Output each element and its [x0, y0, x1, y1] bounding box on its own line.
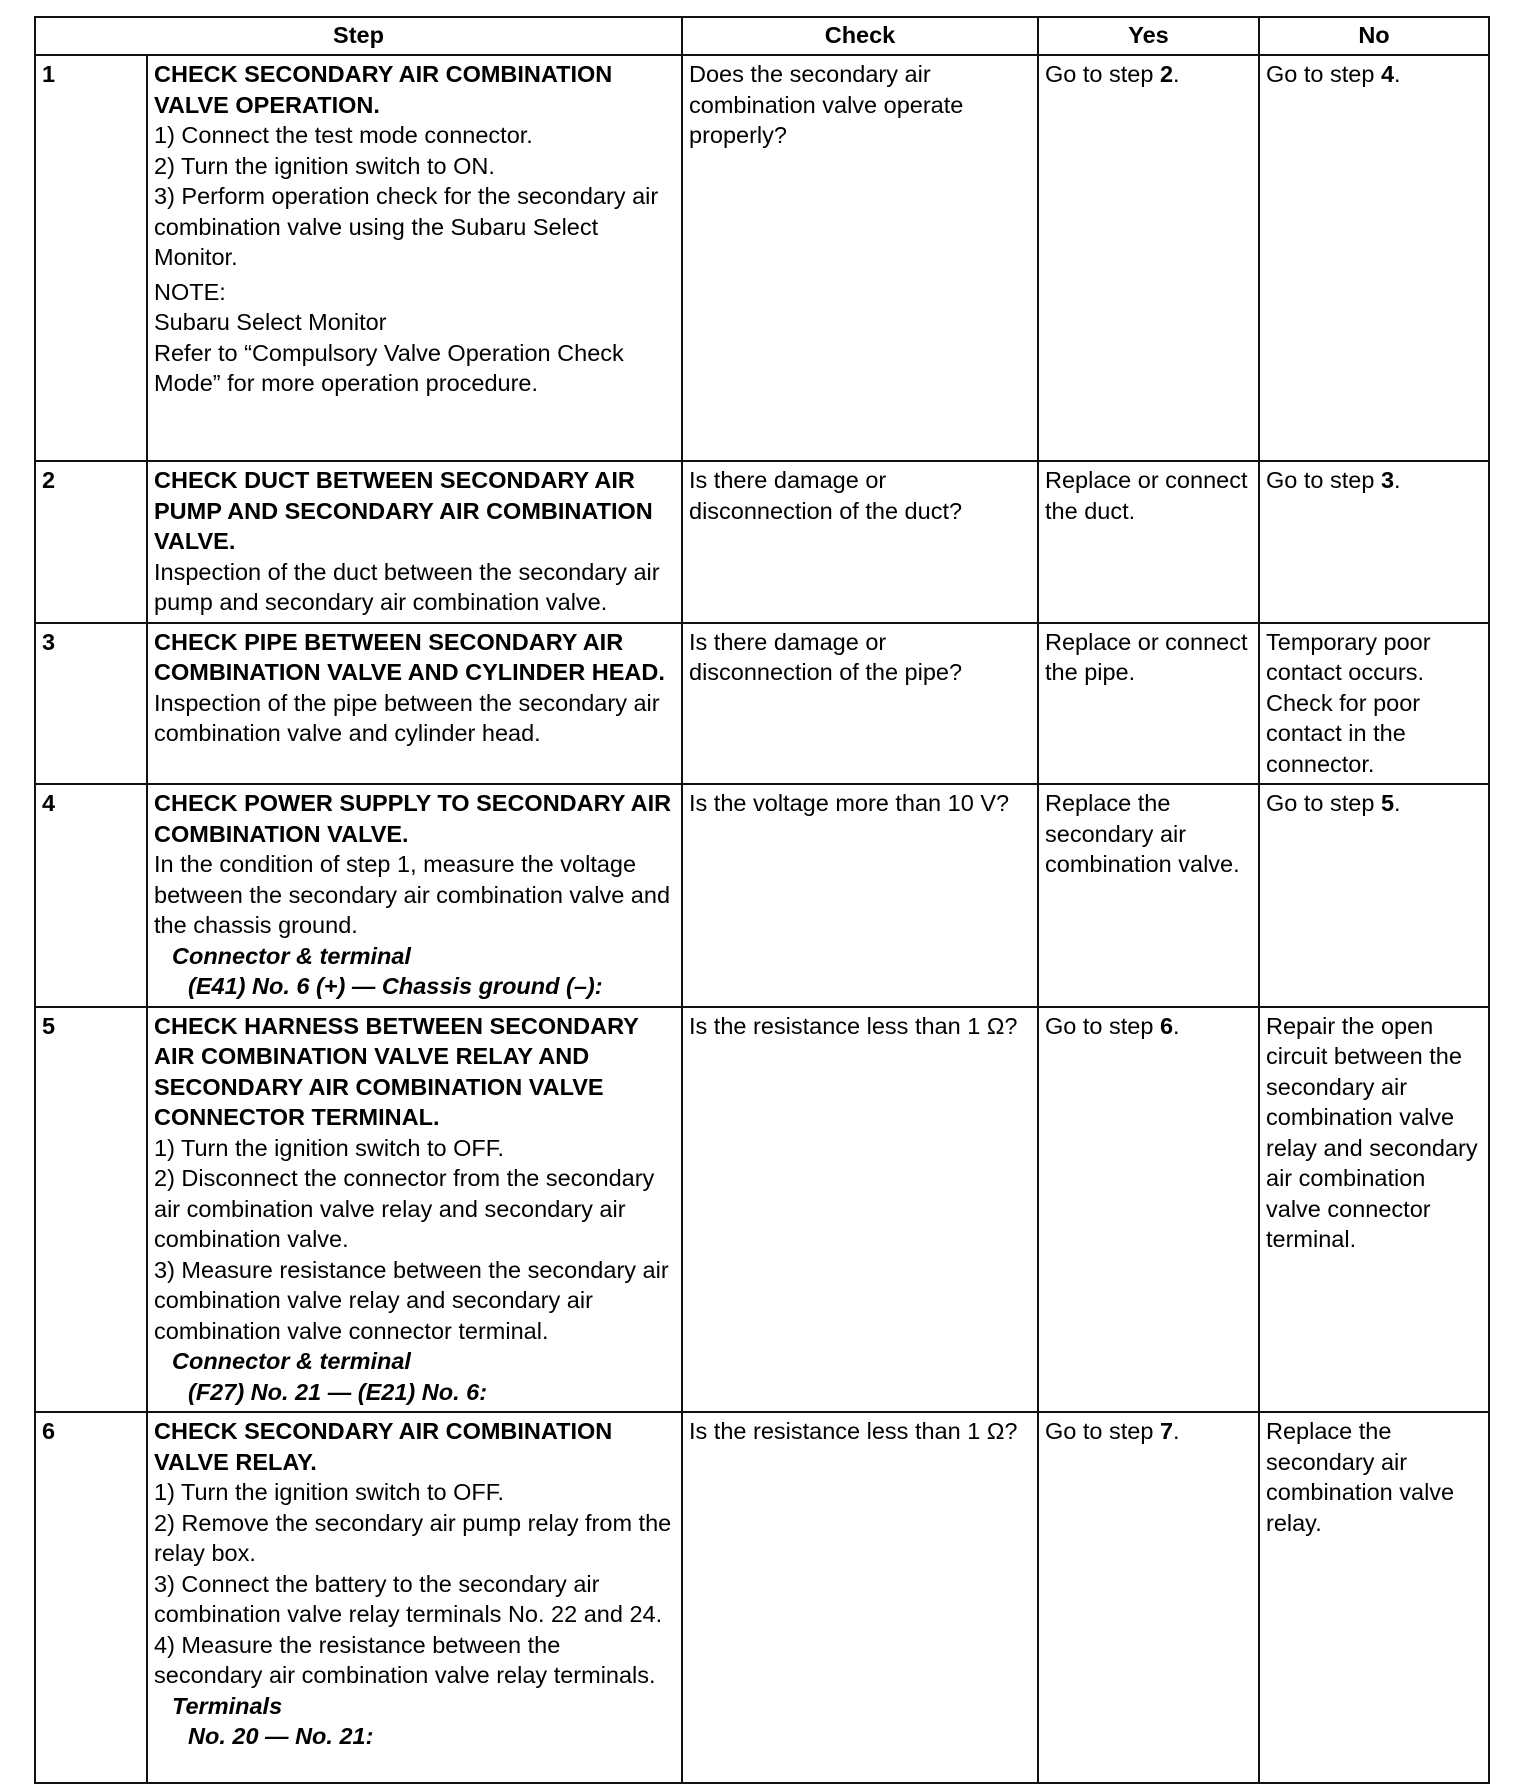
no-cell: Repair the open circuit between the secondary air combination valve relay and secondary air combination valve connector terminal.	[1259, 1007, 1489, 1413]
header-step: Step	[35, 17, 682, 55]
no-cell: Replace the secondary air combination valve relay.	[1259, 1412, 1489, 1783]
no-step-link: 3	[1380, 467, 1395, 493]
yes-prefix: Go to step	[1045, 61, 1160, 87]
step-item: 3) Perform operation check for the secondary air combination valve using the Subaru Select Monitor.	[154, 183, 659, 270]
spec-label: Terminals	[172, 1692, 283, 1719]
table-row-step-2	[35, 461, 1489, 623]
no-prefix: Go to step	[1266, 790, 1381, 816]
yes-cell: Replace or connect the duct.	[1038, 461, 1259, 623]
check-cell: Is the voltage more than 10 V?	[682, 784, 1038, 1007]
check-cell: Does the secondary air combination valve operate properly?	[682, 55, 1038, 461]
no-step-link: 5	[1380, 790, 1395, 816]
step-item: 2) Turn the ignition switch to ON.	[154, 152, 495, 179]
yes-prefix: Go to step	[1045, 1418, 1160, 1444]
step-item: 1) Turn the ignition switch to OFF.	[154, 1134, 505, 1161]
check-cell: Is there damage or disconnection of the pipe?	[682, 623, 1038, 785]
check-cell: Is there damage or disconnection of the duct?	[682, 461, 1038, 623]
step-title: CHECK POWER SUPPLY TO SECONDARY AIR COMBINATION VALVE.	[154, 790, 672, 847]
no-cell	[1259, 784, 1489, 1007]
yes-cell	[1038, 1412, 1259, 1783]
step-cell	[147, 1412, 682, 1783]
step-number: 2	[35, 461, 147, 623]
header-row	[35, 17, 1489, 55]
yes-cell	[1038, 55, 1259, 461]
spec-value: (E41) No. 6 (+) — Chassis ground (–):	[188, 973, 603, 999]
step-body: Inspection of the pipe between the secondary air combination valve and cylinder head.	[154, 689, 660, 746]
check-cell: Is the resistance less than 1 Ω?	[682, 1007, 1038, 1413]
table-row-step-6	[35, 1412, 1489, 1783]
yes-step-link: 2	[1159, 61, 1174, 87]
step-item: 1) Connect the test mode connector.	[154, 122, 533, 148]
table-row-step-1	[35, 55, 1489, 461]
yes-step-link: 6	[1159, 1012, 1174, 1039]
yes-suffix: .	[1173, 61, 1180, 87]
no-suffix: .	[1394, 61, 1401, 87]
step-item: 2) Remove the secondary air pump relay from the relay box.	[154, 1509, 672, 1566]
table-row-step-3	[35, 623, 1489, 785]
yes-prefix: Go to step	[1045, 1012, 1160, 1039]
step-body: In the condition of step 1, measure the voltage between the secondary air combination valve and the chassis ground.	[154, 851, 671, 938]
no-prefix: Go to step	[1266, 61, 1381, 87]
no-cell	[1259, 461, 1489, 623]
step-cell	[147, 55, 682, 461]
header-check: Check	[682, 17, 1038, 55]
spec-value: (F27) No. 21 — (E21) No. 6:	[188, 1378, 488, 1405]
step-number: 3	[35, 623, 147, 785]
no-cell	[1259, 55, 1489, 461]
step-item: 1) Turn the ignition switch to OFF.	[154, 1479, 505, 1505]
step-cell	[147, 784, 682, 1007]
step-number: 1	[35, 55, 147, 461]
step-title: CHECK SECONDARY AIR COMBINATION VALVE OPERATION.	[154, 61, 613, 118]
table-row-step-5	[35, 1007, 1489, 1413]
step-title: CHECK HARNESS BETWEEN SECONDARY AIR COMBINATION VALVE RELAY AND SECONDARY AIR COMBINATION VALVE CONNECTOR TERMINAL.	[154, 1012, 639, 1130]
yes-cell	[1038, 1007, 1259, 1413]
yes-suffix: .	[1173, 1012, 1180, 1039]
step-item: 2) Disconnect the connector from the secondary air combination valve relay and secondary air combination valve.	[154, 1165, 655, 1252]
header-yes: Yes	[1038, 17, 1259, 55]
step-title: CHECK DUCT BETWEEN SECONDARY AIR PUMP AND SECONDARY AIR COMBINATION VALVE.	[154, 467, 653, 554]
spec-label: Connector & terminal	[172, 942, 411, 969]
no-cell: Temporary poor contact occurs. Check for poor contact in the connector.	[1259, 623, 1489, 785]
step-item: 4) Measure the resistance between the secondary air combination valve relay terminals.	[154, 1631, 656, 1688]
note-line: Refer to “Compulsory Valve Operation Check Mode” for more operation procedure.	[154, 339, 624, 396]
step-title: CHECK SECONDARY AIR COMBINATION VALVE RELAY.	[154, 1418, 613, 1475]
note-label: NOTE:	[154, 278, 226, 305]
step-number: 5	[35, 1007, 147, 1413]
step-number: 4	[35, 784, 147, 1007]
yes-cell: Replace the secondary air combination valve.	[1038, 784, 1259, 1007]
step-item: 3) Measure resistance between the secondary air combination valve relay and secondary air combination valve connector terminal.	[154, 1256, 669, 1344]
step-title: CHECK PIPE BETWEEN SECONDARY AIR COMBINATION VALVE AND CYLINDER HEAD.	[154, 628, 665, 685]
no-prefix: Go to step	[1266, 467, 1381, 493]
step-cell	[147, 623, 682, 785]
step-cell	[147, 461, 682, 623]
table-row-step-4	[35, 784, 1489, 1007]
check-cell: Is the resistance less than 1 Ω?	[682, 1412, 1038, 1783]
no-suffix: .	[1394, 790, 1401, 816]
header-no: No	[1259, 17, 1489, 55]
yes-cell: Replace or connect the pipe.	[1038, 623, 1259, 785]
note-line: Subaru Select Monitor	[154, 309, 387, 335]
step-body: Inspection of the duct between the secondary air pump and secondary air combination valve.	[154, 558, 660, 615]
no-step-link: 4	[1380, 61, 1395, 87]
step-item: 3) Connect the battery to the secondary air combination valve relay terminals No. 22 and 24.	[154, 1570, 663, 1627]
spec-label: Connector & terminal	[172, 1348, 411, 1374]
step-number: 6	[35, 1412, 147, 1783]
step-cell	[147, 1007, 682, 1413]
yes-step-link: 7	[1159, 1418, 1174, 1444]
no-suffix: .	[1394, 467, 1401, 493]
yes-suffix: .	[1173, 1418, 1180, 1444]
spec-value: No. 20 — No. 21:	[188, 1723, 374, 1749]
diagnostic-table	[34, 16, 1490, 1784]
